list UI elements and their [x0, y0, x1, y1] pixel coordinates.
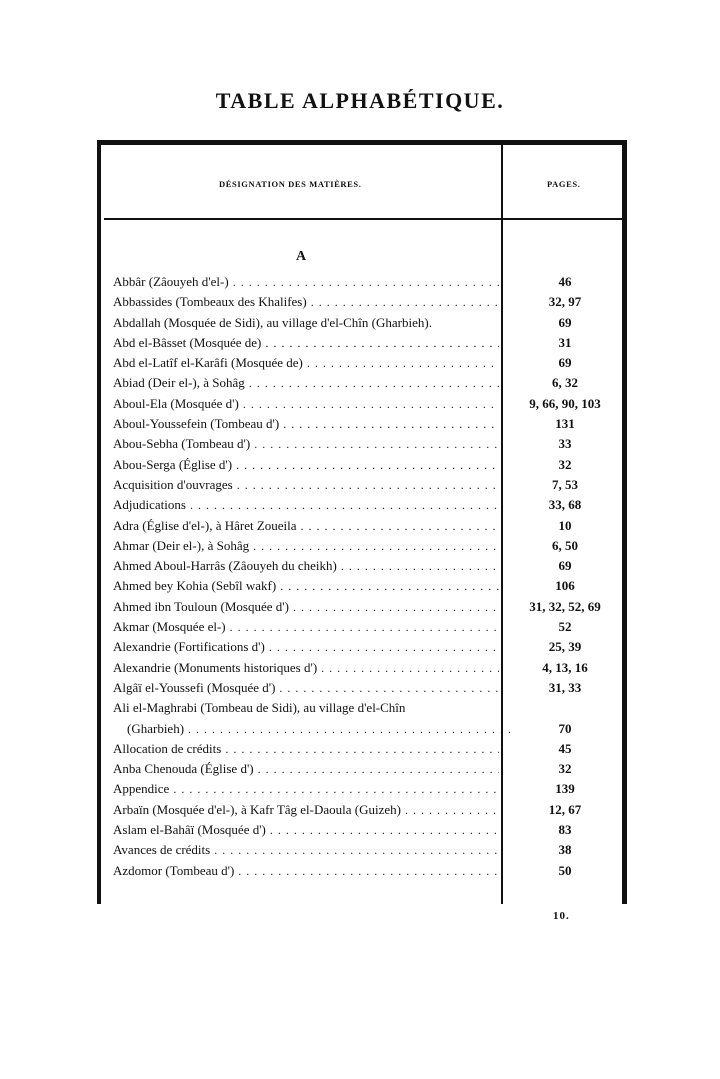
- entry-pages: 32: [558, 456, 572, 472]
- list-item: [113, 779, 633, 799]
- list-item: [113, 739, 633, 759]
- entry-text: Azdomor (Tombeau d') . . .: [113, 861, 499, 881]
- entry-pages: 45: [558, 740, 572, 756]
- entry-text: Abou-Sebha (Tombeau d') . . .: [113, 434, 499, 454]
- entry-text: Abiad (Deir el-), à Sohâg . . .: [113, 373, 499, 393]
- entry-text: Abbassides (Tombeaux des Khalifes) . . .: [113, 292, 499, 312]
- entry-text: Abd el-Bâsset (Mosquée de) . . .: [113, 333, 499, 353]
- entry-pages: 69: [558, 314, 572, 330]
- pages-header: PAGES.: [547, 179, 581, 189]
- entry-text: Avances de crédits . . .: [113, 840, 499, 860]
- entry-pages: 131: [555, 416, 575, 432]
- designation-header: DÉSIGNATION DES MATIÈRES.: [219, 179, 362, 189]
- list-item: [113, 353, 633, 373]
- list-item: [113, 292, 633, 312]
- list-item: [113, 475, 633, 495]
- entry-pages: 46: [558, 274, 572, 289]
- entry-text: Ali el-Maghrabi (Tombeau de Sidi), au village d'el-Chîn: [113, 700, 406, 716]
- entry-text: Aslam el-Bahâï (Mosquée d') . . .: [113, 820, 499, 840]
- entry-text: Aboul-Youssefein (Tombeau d') . . .: [113, 414, 499, 434]
- entry-pages: 32, 97: [548, 294, 582, 310]
- entry-text: Appendice . . .: [113, 779, 499, 799]
- list-item: [113, 759, 633, 779]
- entry-text: (Gharbieh) . . .: [113, 719, 513, 739]
- entry-pages: 32: [558, 761, 572, 777]
- entry-text: Abou-Serga (Église d') . . .: [113, 455, 499, 475]
- entry-pages: 33, 68: [548, 497, 582, 513]
- entry-pages: 31, 33: [548, 679, 582, 695]
- list-item: [113, 658, 633, 678]
- entry-pages: 139: [555, 781, 575, 797]
- entry-pages: 70: [558, 720, 572, 736]
- entry-text: Akmar (Mosquée el-) . . .: [113, 617, 499, 637]
- list-item: [113, 637, 633, 657]
- entry-pages: 50: [558, 862, 572, 878]
- list-item: [113, 698, 633, 718]
- entry-pages: 12, 67: [548, 801, 582, 817]
- entry-text: Ahmed bey Kohia (Sebîl wakf) . . .: [113, 576, 499, 596]
- entry-text: Abdallah (Mosquée de Sidi), au village d'el-Chîn (Gharbieh).: [113, 314, 432, 330]
- entry-text: Alexandrie (Monuments historiques d') . . .: [113, 658, 499, 678]
- folio-number: 10.: [553, 910, 570, 922]
- list-item: [113, 678, 633, 698]
- entry-pages: 31: [558, 334, 572, 350]
- entry-pages: 10: [558, 517, 572, 533]
- entry-text: Ahmed ibn Touloun (Mosquée d') . . .: [113, 597, 499, 617]
- entry-pages: 69: [558, 558, 572, 574]
- entry-text: Adra (Église d'el-), à Hâret Zoueila . . .: [113, 516, 499, 536]
- list-item: [113, 414, 633, 434]
- section-letter: A: [296, 249, 307, 264]
- list-item: [113, 556, 633, 576]
- list-item: [113, 536, 633, 556]
- entry-text: Aboul-Ela (Mosquée d') . . .: [113, 394, 499, 414]
- entry-pages: 31, 32, 52, 69: [529, 598, 601, 614]
- entry-pages: 38: [558, 842, 572, 858]
- entry-text: Arbaïn (Mosquée d'el-), à Kafr Tâg el-Daoula (Guizeh) . . .: [113, 800, 499, 820]
- entry-pages: 25, 39: [548, 639, 582, 655]
- entry-text: Ahmar (Deir el-), à Sohâg . . .: [113, 536, 499, 556]
- list-item: [113, 272, 633, 292]
- list-item: [113, 820, 633, 840]
- entry-text: Allocation de crédits . . .: [113, 739, 499, 759]
- list-item: [113, 800, 633, 820]
- list-item: [113, 516, 633, 536]
- list-item: [113, 313, 633, 333]
- list-item: [113, 394, 633, 414]
- entry-pages: 6, 50: [552, 537, 578, 553]
- entry-pages: 33: [558, 436, 572, 452]
- list-item: [113, 373, 633, 393]
- list-item: [113, 576, 633, 596]
- list-item: [113, 719, 633, 739]
- header-rule: [104, 218, 622, 220]
- entry-text: Alexandrie (Fortifications d') . . .: [113, 637, 499, 657]
- list-item: [113, 434, 633, 454]
- list-item: [113, 840, 633, 860]
- entry-text: Abd el-Latîf el-Karâfi (Mosquée de) . . .: [113, 353, 499, 373]
- entry-text: Algâï el-Youssefi (Mosquée d') . . .: [113, 678, 499, 698]
- entry-pages: 52: [558, 619, 572, 635]
- list-item: [113, 495, 633, 515]
- entry-text: Abbâr (Zâouyeh d'el-) . . .: [113, 272, 499, 292]
- page-title: TABLE ALPHABÉTIQUE.: [215, 88, 505, 113]
- entry-pages: 106: [555, 578, 575, 594]
- entry-pages: 7, 53: [552, 476, 578, 492]
- list-item: [113, 597, 633, 617]
- list-item: [113, 861, 633, 881]
- entry-text: Adjudications . . .: [113, 495, 499, 515]
- entry-pages: 69: [558, 355, 572, 371]
- entry-text: Ahmed Aboul-Harrâs (Zâouyeh du cheikh) . . .: [113, 556, 499, 576]
- list-item: [113, 617, 633, 637]
- entry-pages: 83: [558, 822, 572, 838]
- index-table: [97, 140, 627, 904]
- entry-pages: 6, 32: [552, 375, 578, 391]
- list-item: [113, 455, 633, 475]
- entry-text: Acquisition d'ouvrages . . .: [113, 475, 499, 495]
- list-item: [113, 333, 633, 353]
- entry-pages: 4, 13, 16: [542, 659, 588, 675]
- entry-pages: 9, 66, 90, 103: [529, 395, 601, 411]
- entry-list: [113, 272, 633, 881]
- entry-text: Anba Chenouda (Église d') . . .: [113, 759, 499, 779]
